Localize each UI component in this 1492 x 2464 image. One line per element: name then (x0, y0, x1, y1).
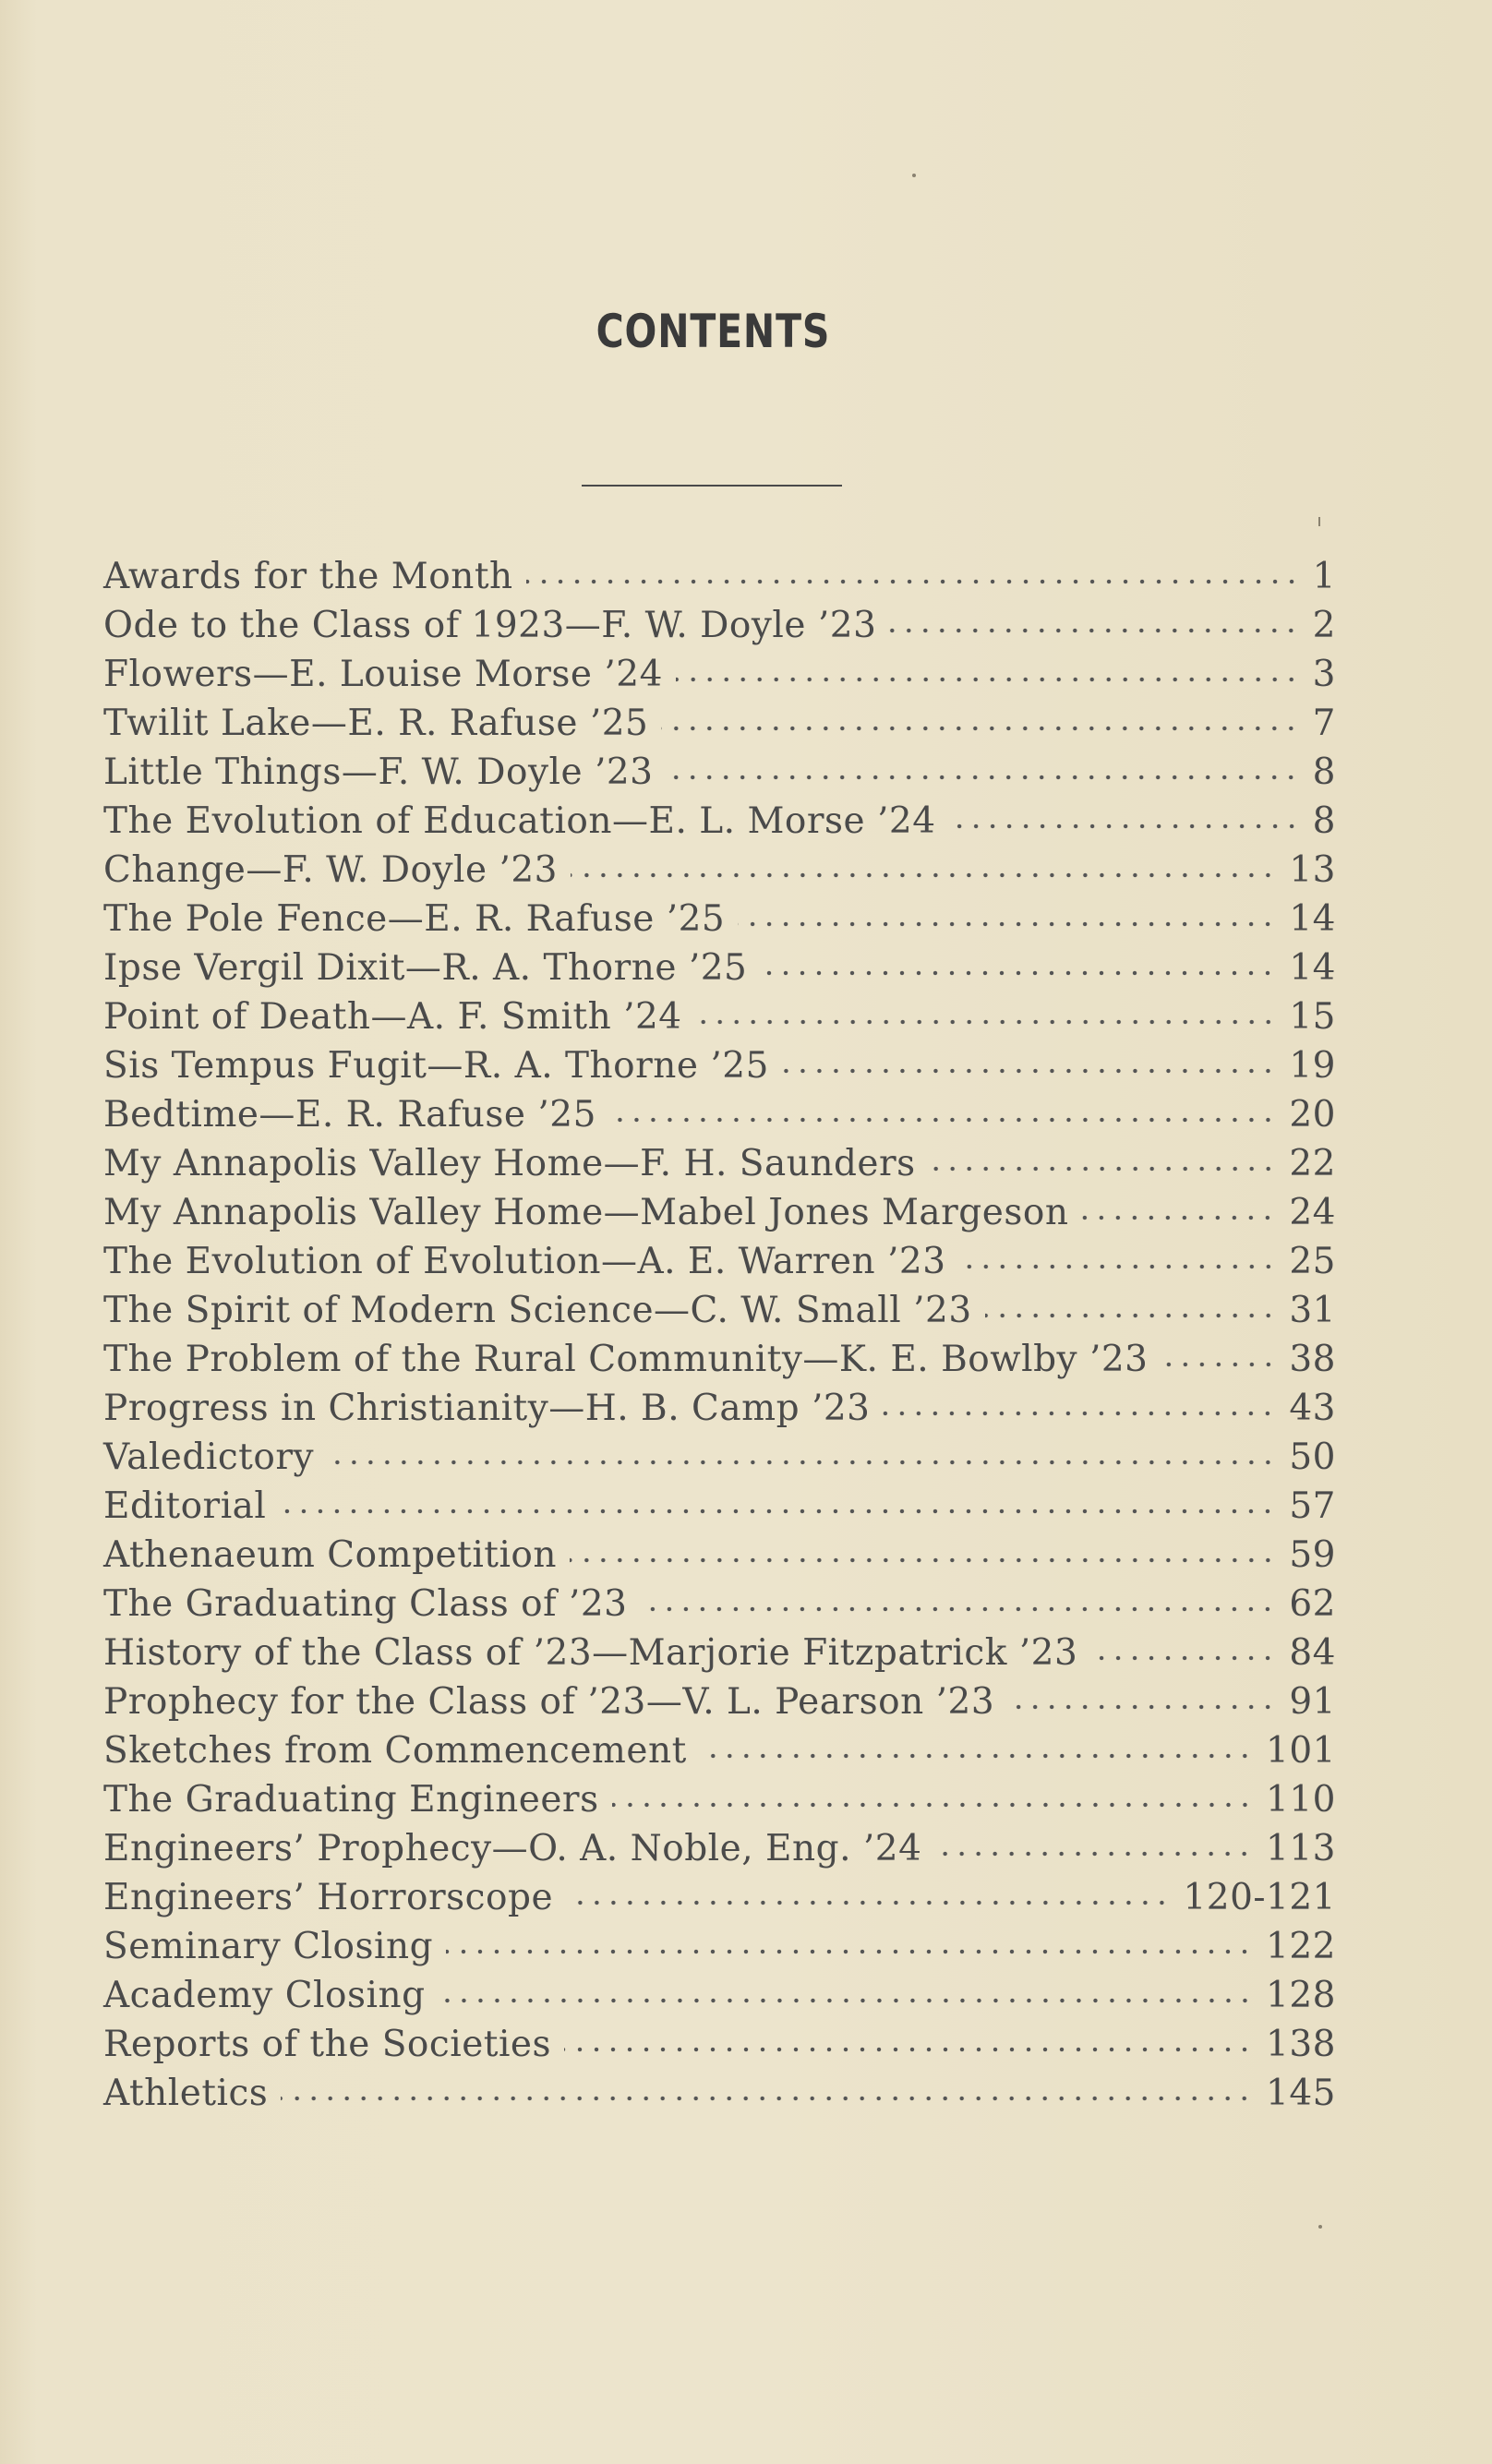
toc-entry (103, 605, 1336, 654)
toc-entry-title: My Annapolis Valley Home—Mabel Jones Margeson (103, 1192, 1069, 1233)
toc-entry-title: The Graduating Class of ’23 (103, 1583, 628, 1625)
toc-entry-page: 113 (1266, 1828, 1336, 1869)
dot-leader (700, 1751, 1253, 1761)
toc-entry-title: Engineers’ Prophecy—O. A. Noble, Eng. ’24 (103, 1828, 922, 1869)
dot-leader (446, 1947, 1253, 1956)
toc-entry-title: Athletics (103, 2073, 269, 2114)
toc-entry-page: 22 (1289, 1143, 1336, 1184)
toc-entry-title: Academy Closing (103, 1975, 426, 2016)
dot-leader (571, 871, 1276, 880)
toc-entry (103, 1388, 1336, 1436)
toc-entry-title: Editorial (103, 1485, 267, 1527)
toc-entry-title: Change—F. W. Doyle ’23 (103, 849, 558, 891)
toc-entry-page: 24 (1289, 1192, 1336, 1233)
toc-entry-page: 38 (1289, 1339, 1336, 1380)
toc-entry-title: My Annapolis Valley Home—F. H. Saunders (103, 1143, 916, 1184)
dot-leader (566, 1898, 1170, 1907)
toc-entry (103, 1045, 1336, 1094)
toc-entry-title: The Graduating Engineers (103, 1779, 599, 1821)
toc-entry-page: 7 (1312, 703, 1336, 744)
toc-entry-title: The Pole Fence—E. R. Rafuse ’25 (103, 898, 726, 940)
toc-entry-page: 1 (1312, 556, 1336, 597)
toc-entry (103, 1730, 1336, 1779)
toc-entry-page: 3 (1312, 654, 1336, 695)
toc-entry-title: Seminary Closing (103, 1926, 434, 1967)
toc-entry-title: Valedictory (103, 1436, 314, 1478)
dot-leader (883, 1409, 1276, 1418)
toc-entry (103, 1436, 1336, 1485)
toc-entry-page: 101 (1266, 1730, 1336, 1772)
toc-entry-page: 110 (1266, 1779, 1336, 1821)
dot-leader (676, 675, 1300, 684)
toc-entry-page: 128 (1266, 1975, 1336, 2016)
toc-entry-page: 145 (1266, 2073, 1336, 2114)
dot-leader (889, 626, 1299, 635)
toc-entry (103, 947, 1336, 996)
toc-entry-title: The Problem of the Rural Community—K. E. Bowlby ’23 (103, 1339, 1149, 1380)
dot-leader (327, 1458, 1276, 1467)
title-divider (582, 485, 842, 487)
dot-leader (564, 2045, 1253, 2054)
toc-entry-title: History of the Class of ’23—Marjorie Fitzpatrick ’23 (103, 1632, 1078, 1674)
toc-entry-page: 62 (1289, 1583, 1336, 1625)
toc-entry-page: 8 (1312, 800, 1336, 842)
toc-entry-title: The Evolution of Evolution—A. E. Warren ’23 (103, 1241, 946, 1282)
dot-leader (1007, 1702, 1276, 1712)
toc-entry-page: 91 (1289, 1681, 1336, 1723)
toc-entry-title: Little Things—F. W. Doyle ’23 (103, 751, 654, 793)
dot-leader (609, 1115, 1276, 1124)
toc-entry (103, 751, 1336, 800)
dot-leader (1081, 1213, 1276, 1222)
dot-leader (1161, 1360, 1277, 1369)
toc-entry-page: 20 (1289, 1094, 1336, 1136)
toc-entry (103, 1632, 1336, 1681)
dot-leader (985, 1311, 1277, 1320)
dot-leader (666, 773, 1299, 782)
toc-entry-page: 19 (1289, 1045, 1336, 1087)
toc-entry-title: Twilit Lake—E. R. Rafuse ’25 (103, 703, 649, 744)
toc-entry-title: Awards for the Month (103, 556, 513, 597)
paper-speck (912, 174, 916, 177)
paper-speck (1318, 2225, 1322, 2229)
toc-entry (103, 1534, 1336, 1583)
toc-entry-title: The Spirit of Modern Science—C. W. Small ’23 (103, 1290, 972, 1331)
toc-entry-page: 25 (1289, 1241, 1336, 1282)
toc-entry (103, 2024, 1336, 2073)
toc-entry (103, 1681, 1336, 1730)
toc-entry-title: Point of Death—A. F. Smith ’24 (103, 996, 682, 1038)
toc-entry (103, 1926, 1336, 1975)
toc-entry (103, 800, 1336, 849)
toc-entry (103, 1339, 1336, 1388)
toc-entry (103, 1485, 1336, 1534)
toc-entry-page: 2 (1312, 605, 1336, 646)
page-title: CONTENTS (596, 305, 831, 358)
toc-entry-page: 138 (1266, 2024, 1336, 2065)
toc-entry-page: 8 (1312, 751, 1336, 793)
toc-entry-page: 15 (1289, 996, 1336, 1038)
toc-entry-page: 43 (1289, 1388, 1336, 1429)
toc-entry-title: Athenaeum Competition (103, 1534, 558, 1576)
dot-leader (959, 1262, 1277, 1271)
dot-leader (760, 968, 1276, 978)
paper-speck (1318, 517, 1320, 526)
dot-leader (612, 1800, 1253, 1809)
dot-leader (929, 1164, 1277, 1173)
toc-entry-page: 122 (1266, 1926, 1336, 1967)
toc-entry (103, 1975, 1336, 2024)
toc-entry-page: 120-121 (1183, 1877, 1336, 1918)
toc-entry-page: 50 (1289, 1436, 1336, 1478)
dot-leader (695, 1017, 1277, 1027)
toc-entry-page: 14 (1289, 947, 1336, 989)
toc-entry (103, 1828, 1336, 1877)
toc-entry (103, 898, 1336, 947)
dot-leader (949, 822, 1300, 831)
dot-leader (1090, 1653, 1276, 1663)
dot-leader (526, 577, 1300, 586)
toc-entry (103, 849, 1336, 898)
toc-entry-title: Sketches from Commencement (103, 1730, 687, 1772)
table-of-contents (103, 556, 1336, 2121)
toc-entry (103, 1241, 1336, 1290)
toc-entry-title: Reports of the Societies (103, 2024, 552, 2065)
toc-entry-title: Engineers’ Horrorscope (103, 1877, 554, 1918)
toc-entry-page: 59 (1289, 1534, 1336, 1576)
dot-leader (279, 1507, 1276, 1516)
toc-entry (103, 1877, 1336, 1926)
toc-entry-page: 31 (1289, 1290, 1336, 1331)
toc-entry (103, 2073, 1336, 2121)
toc-entry-page: 14 (1289, 898, 1336, 940)
toc-entry (103, 1779, 1336, 1828)
toc-entry-page: 57 (1289, 1485, 1336, 1527)
toc-entry-page: 13 (1289, 849, 1336, 891)
toc-entry (103, 556, 1336, 605)
dot-leader (570, 1556, 1276, 1565)
toc-entry-title: Flowers—E. Louise Morse ’24 (103, 654, 663, 695)
toc-entry (103, 703, 1336, 751)
toc-entry-title: Ipse Vergil Dixit—R. A. Thorne ’25 (103, 947, 748, 989)
dot-leader (281, 2094, 1253, 2103)
toc-entry-title: Bedtime—E. R. Rafuse ’25 (103, 1094, 596, 1136)
toc-entry (103, 654, 1336, 703)
dot-leader (782, 1066, 1276, 1076)
toc-entry (103, 1583, 1336, 1632)
toc-entry (103, 996, 1336, 1045)
toc-entry (103, 1094, 1336, 1143)
toc-entry (103, 1290, 1336, 1339)
toc-entry (103, 1192, 1336, 1241)
dot-leader (439, 1996, 1253, 2005)
dot-leader (640, 1605, 1276, 1614)
toc-entry-title: The Evolution of Education—E. L. Morse ’24 (103, 800, 936, 842)
dot-leader (661, 724, 1299, 733)
dot-leader (738, 919, 1276, 929)
toc-entry-title: Prophecy for the Class of ’23—V. L. Pearson ’23 (103, 1681, 995, 1723)
toc-entry (103, 1143, 1336, 1192)
toc-entry-title: Ode to the Class of 1923—F. W. Doyle ’23 (103, 605, 877, 646)
dot-leader (934, 1849, 1253, 1858)
toc-entry-page: 84 (1289, 1632, 1336, 1674)
toc-entry-title: Progress in Christianity—H. B. Camp ’23 (103, 1388, 871, 1429)
toc-entry-title: Sis Tempus Fugit—R. A. Thorne ’25 (103, 1045, 769, 1087)
